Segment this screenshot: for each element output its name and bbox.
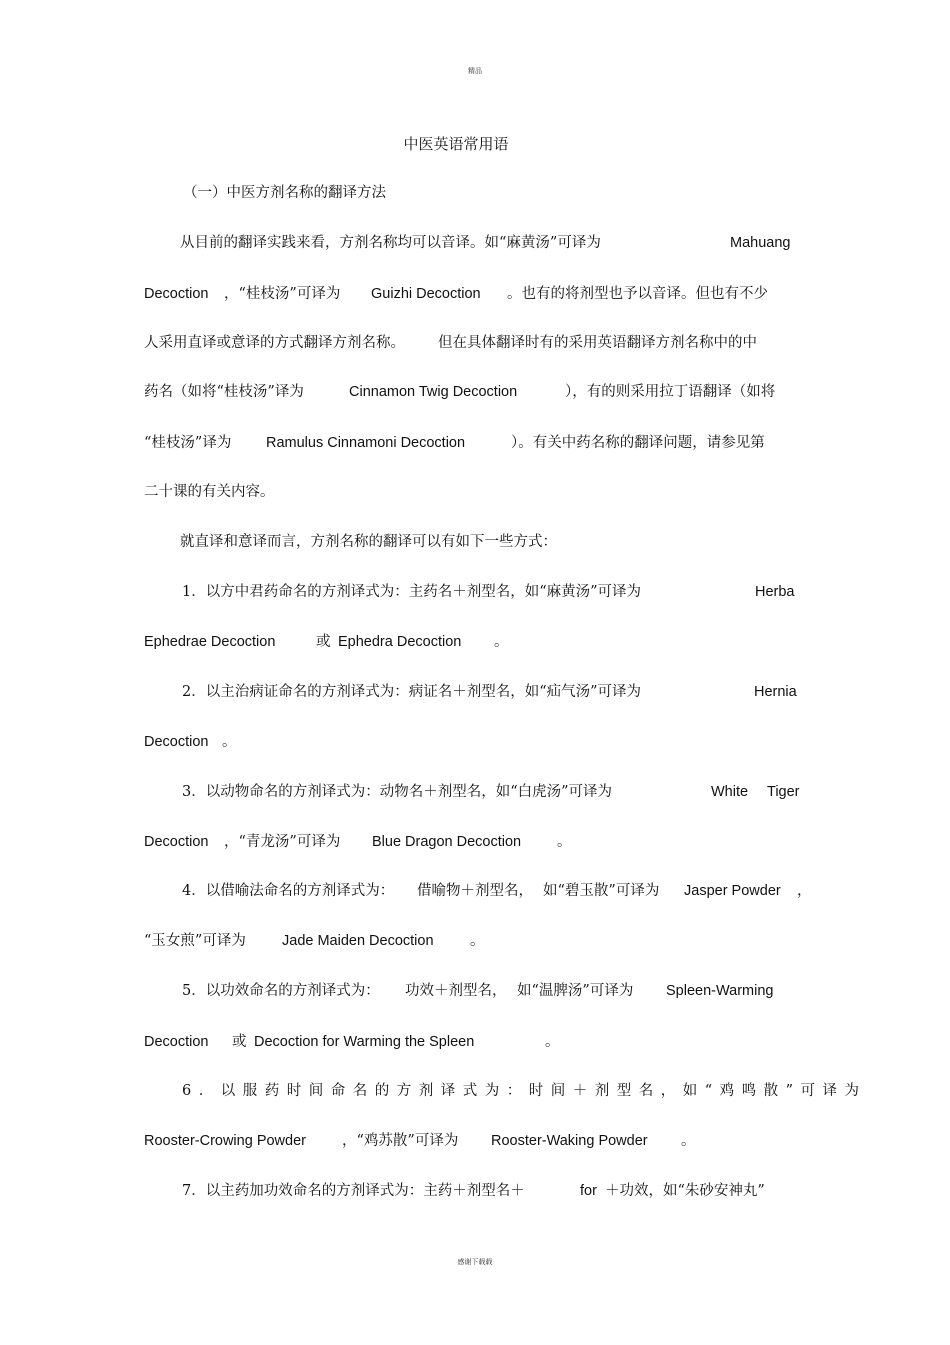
- item3-en4: Blue Dragon Decoction: [372, 834, 522, 850]
- p1-line4-b: ），有的则采用拉丁语翻译（如将: [565, 384, 776, 400]
- item6-en2: Rooster-Waking Powder: [491, 1133, 648, 1149]
- item6-en1: Rooster-Crowing Powder: [144, 1133, 306, 1149]
- p1-line5-b: ）。有关中药名称的翻译问题，请参见第: [511, 435, 765, 451]
- item2-period: 。: [222, 734, 237, 750]
- item3-line1: 3．以动物命名的方剂译式为：动物名＋剂型名，如“白虎汤”可译为: [182, 784, 613, 800]
- p1-line2-b: 。也有的将剂型也予以音译。但也有不少: [507, 286, 768, 302]
- item5-en1: Spleen-Warming: [666, 983, 774, 999]
- p1-line1: 从目前的翻译实践来看，方剂名称均可以音译。如“麻黄汤”可译为: [180, 235, 601, 251]
- item3-en1: White: [711, 784, 749, 800]
- p1-line5-en: Ramulus Cinnamoni Decoction: [266, 435, 466, 451]
- section-heading: （一）中医方剂名称的翻译方法: [183, 185, 386, 201]
- item5-or: 或: [232, 1034, 247, 1050]
- item4-line1: 4．以借喻法命名的方剂译式为：: [182, 883, 395, 899]
- item1-en3: Ephedra Decoction: [338, 634, 462, 650]
- page-footer: 感谢下载载: [457, 1258, 493, 1266]
- item6-line1: 6．以服药时间命名的方剂译式为：时间＋剂型名，如“鸡鸣散”可译为: [182, 1083, 867, 1099]
- item3-en2: Tiger: [767, 784, 800, 800]
- item4-e: “玉女煎”可译为: [144, 933, 246, 949]
- intro-line: 就直译和意译而言，方剂名称的翻译可以有如下一些方式：: [180, 534, 557, 550]
- item4-c: 如“碧玉散”可译为: [543, 883, 660, 899]
- item2-en2: Decoction: [144, 734, 209, 750]
- item2-line1: 2．以主治病证命名的方剂译式为：病证名＋剂型名，如“疝气汤”可译为: [182, 684, 642, 700]
- p1-line3-a: 人采用直译或意译的方式翻译方剂名称。: [144, 335, 405, 351]
- page-title: 中医英语常用语: [403, 135, 509, 153]
- item4-en2: Jade Maiden Decoction: [282, 933, 434, 949]
- item7-line1: 7．以主药加功效命名的方剂译式为：主药＋剂型名＋: [182, 1183, 525, 1199]
- item3-period: 。: [557, 834, 572, 850]
- p1-line3-b: 但在具体翻译时有的采用英语翻译方剂名称中的中: [438, 335, 757, 351]
- p1-line2-en2: Guizhi Decoction: [371, 286, 481, 302]
- item1-or: 或: [316, 634, 331, 650]
- item1-en1: Herba: [755, 584, 795, 600]
- p1-line6: 二十课的有关内容。: [144, 484, 275, 500]
- item2-en1: Hernia: [754, 684, 797, 700]
- item5-line1: 5．以功效命名的方剂译式为：: [182, 983, 380, 999]
- p1-line1-en: Mahuang: [730, 235, 791, 251]
- item5-c: 如“温脾汤”可译为: [517, 983, 634, 999]
- item6-period: 。: [681, 1133, 696, 1149]
- item1-period: 。: [494, 634, 509, 650]
- item1-line1: 1．以方中君药命名的方剂译式为：主药名＋剂型名，如“麻黄汤”可译为: [182, 584, 642, 600]
- p1-line2-en1: Decoction: [144, 286, 209, 302]
- p1-line5-a: “桂枝汤”译为: [144, 435, 232, 451]
- item1-en2: Ephedrae Decoction: [144, 634, 276, 650]
- item6-b: ，“鸡苏散”可译为: [342, 1133, 459, 1149]
- item7-b: ＋功效，如“朱砂安神丸”: [605, 1183, 765, 1199]
- item5-en2: Decoction: [144, 1034, 209, 1050]
- item4-comma: ，: [797, 883, 812, 899]
- item5-en3: Decoction for Warming the Spleen: [254, 1034, 475, 1050]
- item3-en3: Decoction: [144, 834, 209, 850]
- item5-period: 。: [545, 1034, 560, 1050]
- item4-b: 借喻物＋剂型名，: [417, 883, 533, 899]
- item7-en: for: [580, 1183, 597, 1199]
- item4-en1: Jasper Powder: [684, 883, 781, 899]
- p1-line2-a: ，“桂枝汤”可译为: [224, 286, 341, 302]
- item4-period: 。: [470, 933, 485, 949]
- page-header: 精品: [468, 67, 482, 75]
- p1-line4-en: Cinnamon Twig Decoction: [349, 384, 518, 400]
- p1-line4-a: 药名（如将“桂枝汤”译为: [144, 384, 304, 400]
- item3-b: ，“青龙汤”可译为: [224, 834, 341, 850]
- item5-b: 功效＋剂型名，: [405, 983, 507, 999]
